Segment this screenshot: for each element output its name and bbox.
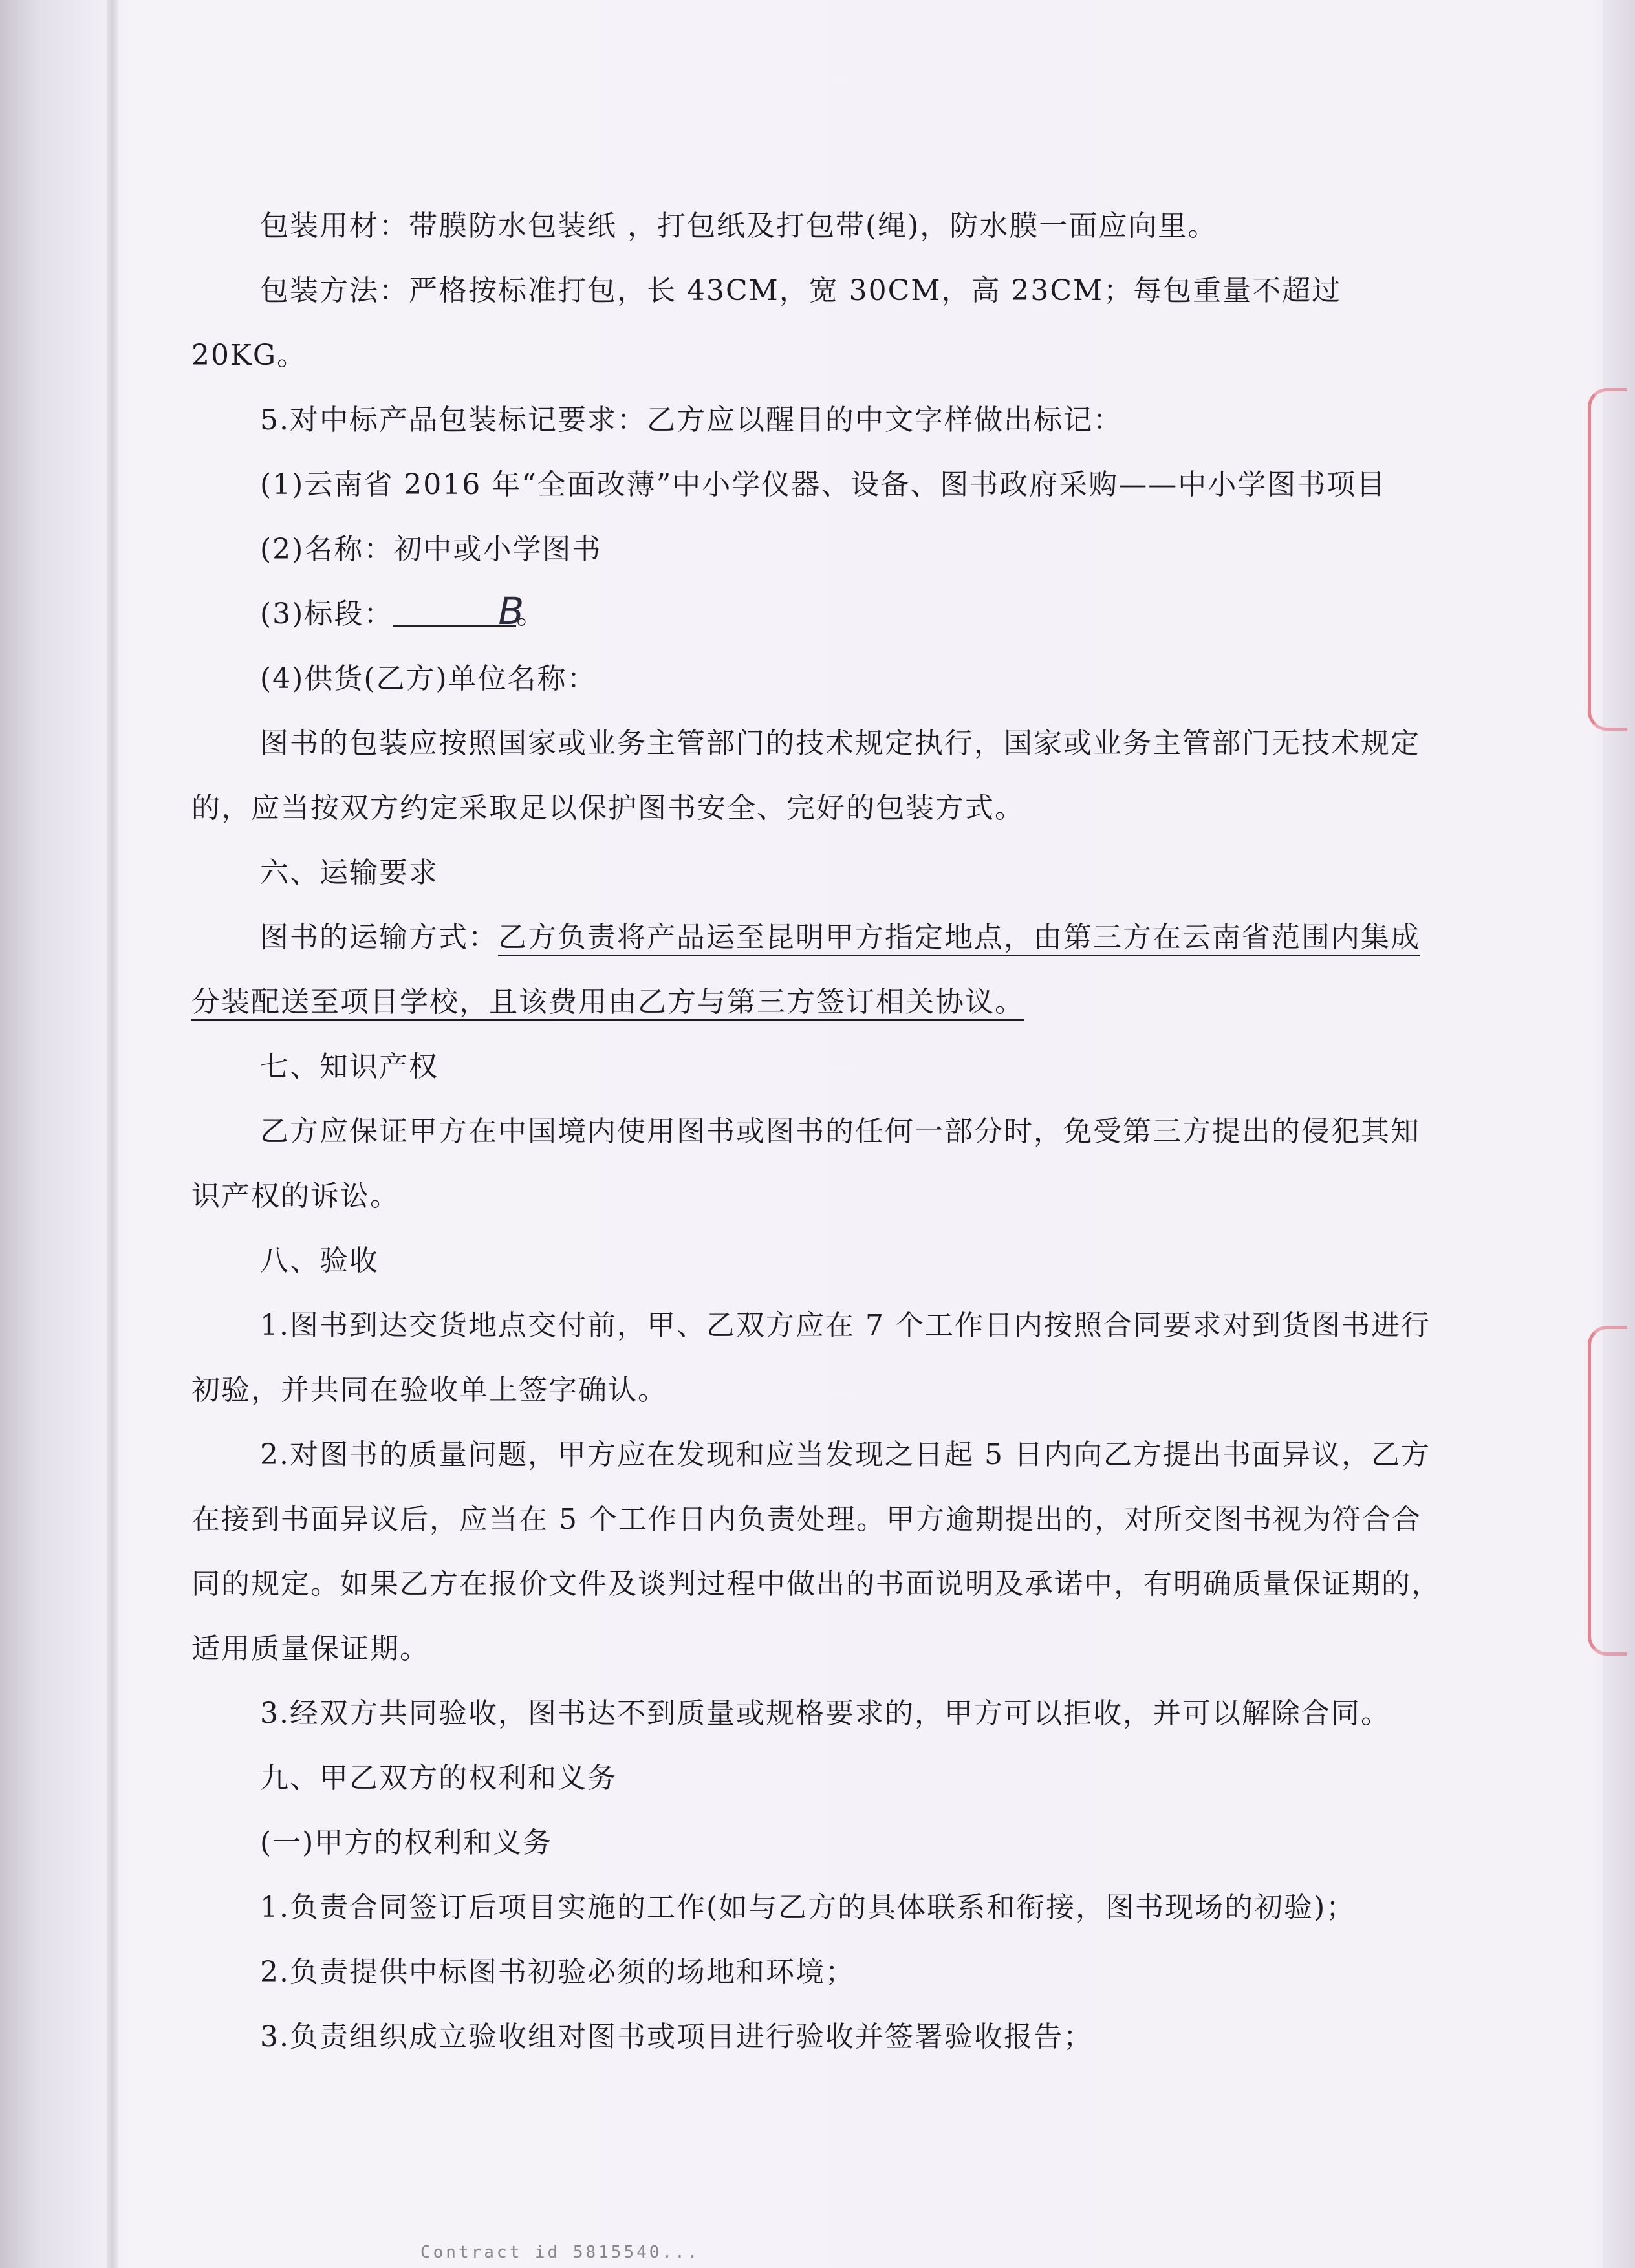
contract-body <box>191 194 1446 2069</box>
label-item-3 <box>191 582 1446 647</box>
binding-shadow <box>107 0 118 2268</box>
label-requirement-line: 5.对中标产品包装标记要求：乙方应以醒目的中文字样做出标记： <box>260 404 1123 437</box>
section-blank <box>393 589 526 633</box>
label-item-3-prefix: (3)标段： <box>260 598 394 631</box>
section-heading-6: 六、运输要求 <box>260 856 439 889</box>
transport-paragraph <box>191 905 1446 1035</box>
pack-material-line: 包装用材：带膜防水包装纸 ，打包纸及打包带(绳)，防水膜一面应向里。 <box>260 210 1218 243</box>
label-item-1: (1)云南省 2016 年“全面改薄”中小学仪器、设备、图书政府采购——中小学图书项目 <box>260 468 1387 501</box>
red-seal-mark-bottom <box>1588 1326 1627 1656</box>
party-a-duty-2: 2.负责提供中标图书初验必须的场地和环境； <box>260 1956 855 1989</box>
transport-prefix: 图书的运输方式： <box>260 921 498 954</box>
subsection-heading-9-1: (一)甲方的权利和义务 <box>260 1826 553 1859</box>
label-item-4: (4)供货(乙方)单位名称： <box>260 662 597 695</box>
transport-underlined: 乙方负责将产品运至昆明甲方指定地点，由第三方在云南省范围内集成分装配送至项目学校，且该费用由乙方与第三方签订相关协议。 <box>191 921 1420 1019</box>
footer-fragment: Contract id 5815540... <box>420 2243 700 2262</box>
acceptance-item-3: 3.经双方共同验收，图书达不到质量或规格要求的，甲方可以拒收，并可以解除合同。 <box>260 1697 1391 1730</box>
red-seal-mark-top <box>1588 388 1627 731</box>
label-item-3-suffix: 。 <box>516 598 547 631</box>
page-edge <box>1603 0 1635 2268</box>
party-a-duty-1: 1.负责合同签订后项目实施的工作(如与乙方的具体联系和衔接，图书现场的初验)； <box>260 1891 1356 1924</box>
handwritten-section-no: B <box>498 589 526 633</box>
acceptance-item-2: 2.对图书的质量问题，甲方应在发现和应当发现之日起 5 日内向乙方提出书面异议，乙方在接到书面异议后，应当在 5 个工作日内负责处理。甲方逾期提出的，对所交图书视为符合合同的规定。如果乙方在报价文件及谈判过程中做出的书面说明及承诺中，有明确质量保证期的，适用质量保证期。 <box>191 1438 1441 1665</box>
pack-method-line: 包装方法：严格按标准打包，长 43CM，宽 30CM，高 23CM；每包重量不超过 20KG。 <box>191 274 1342 372</box>
section-heading-8: 八、验收 <box>260 1244 379 1277</box>
pack-standard-paragraph: 图书的包装应按照国家或业务主管部门的技术规定执行，国家或业务主管部门无技术规定的，应当按双方约定采取足以保护图书安全、完好的包装方式。 <box>191 727 1420 825</box>
label-item-2: (2)名称：初中或小学图书 <box>260 533 602 566</box>
party-a-duty-3: 3.负责组织成立验收组对图书或项目进行验收并签署验收报告； <box>260 2020 1093 2053</box>
section-heading-9: 九、甲乙双方的权利和义务 <box>260 1762 617 1795</box>
section-heading-7: 七、知识产权 <box>260 1050 439 1083</box>
ip-paragraph: 乙方应保证甲方在中国境内使用图书或图书的任何一部分时，免受第三方提出的侵犯其知识产权的诉讼。 <box>191 1115 1420 1213</box>
acceptance-item-1: 1.图书到达交货地点交付前，甲、乙双方应在 7 个工作日内按照合同要求对到货图书进行初验，并共同在验收单上签字确认。 <box>191 1309 1431 1407</box>
